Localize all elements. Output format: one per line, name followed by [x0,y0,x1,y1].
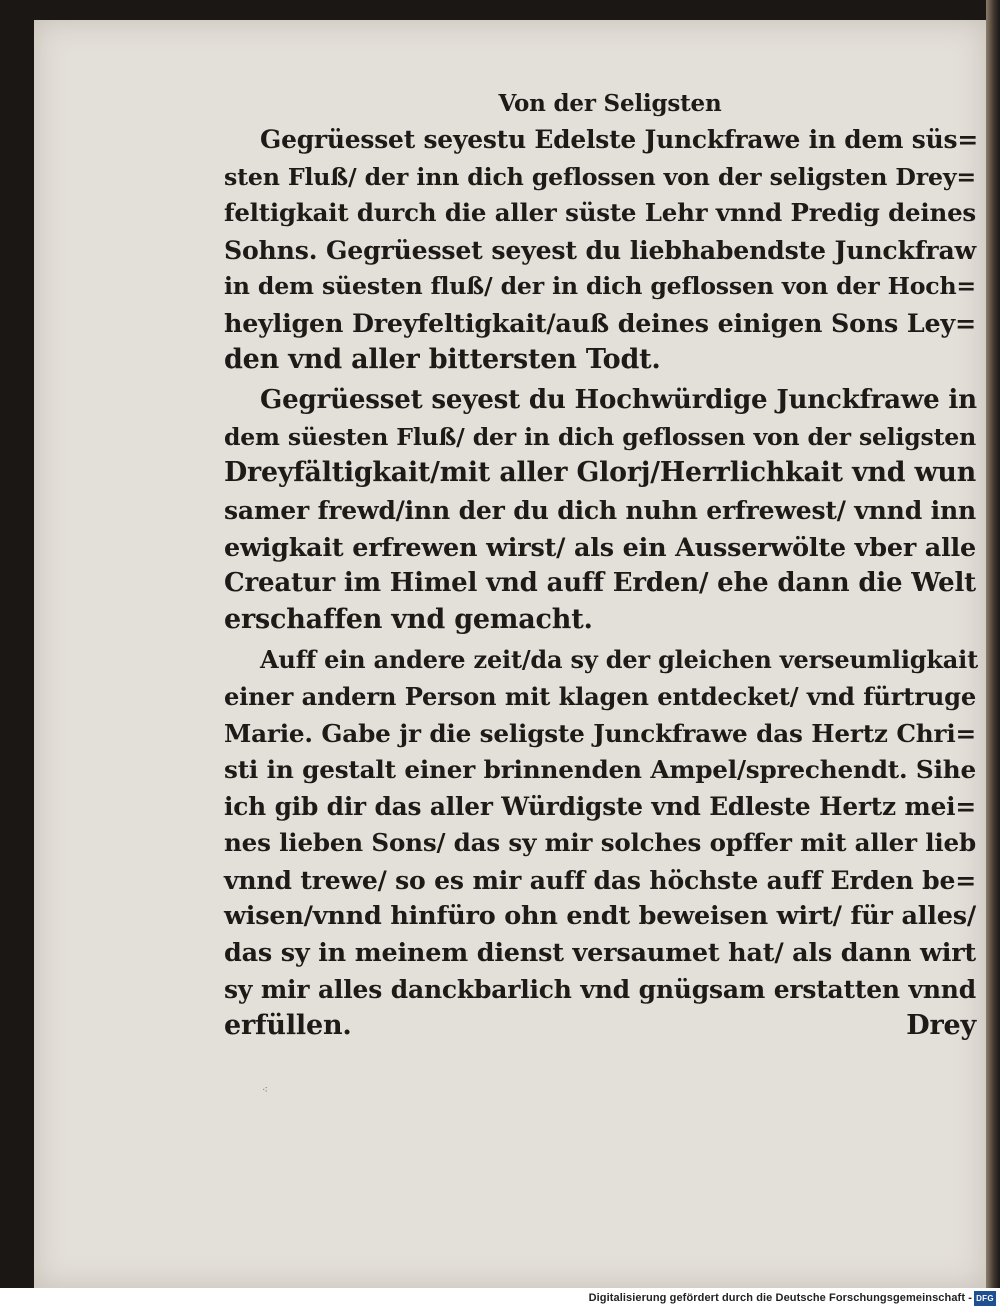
text-line: sten Fluß/ der inn dich geflossen von der seligsten Drey= [224,162,976,191]
text-line: heyligen Dreyfeltigkait/auß deines einigen Sons Ley= [224,307,976,338]
text-line: den vnd aller bittersten Todt. [224,343,661,375]
text-line: einer andern Person mit klagen entdecket/ vnd fürtruge [224,681,976,711]
running-head: Von der Seligsten [498,90,722,117]
text-line: Creatur im Himel vnd auff Erden/ ehe dann die Welt [224,568,976,599]
ink-smudge: ⁖ [262,1085,268,1096]
text-line: erschaffen vnd gemacht. [224,603,593,635]
footer-credit: Digitalisierung gefördert durch die Deutsche Forschungsgemeinschaft - [588,1292,972,1304]
text-line: Marie. Gabe jr die seligste Junckfrawe das Hertz Chri= [224,718,976,748]
paragraph-2 [224,382,976,638]
text-line: dem süesten Fluß/ der in dich geflossen von der seligsten [224,422,976,451]
text-line: feltigkait durch die aller süste Lehr vnnd Predig deines [224,198,976,228]
text-line: Gegrüesset seyestu Edelste Junckfrawe in dem süs= [260,125,979,154]
text-block [224,86,979,1045]
catchword: Drey [906,1010,976,1042]
text-line: wisen/vnnd hinfüro ohn endt beweisen wirt/ für alles/ [224,901,976,932]
last-line [224,1008,976,1045]
text-line: Auff ein andere zeit/da sy der gleichen verseumligkait [260,645,978,675]
page-edge [986,0,1000,1290]
text-line: Dreyfältigkait/mit aller Glorj/Herrlichkait vnd wun [224,457,976,489]
text-line: Gegrüesset seyest du Hochwürdige Junckfrawe in [260,384,977,416]
text-line: sti in gestalt einer brinnenden Ampel/sprechendt. Sihe [224,755,976,785]
text-line: ewigkait erfrewen wirst/ als ein Ausserwölte vber alle [224,531,976,562]
text-line: vnnd trewe/ so es mir auff das höchste auff Erden be= [224,864,976,895]
text-line: nes lieben Sons/ das sy mir solches opffer mit aller lieb [224,828,976,858]
text-line: Sohns. Gegrüesset seyest du liebhabendste Junckfraw [224,234,976,265]
closing-word: erfüllen. [224,1010,352,1042]
text-line: sy mir alles danckbarlich vnd gnügsam erstatten vnnd [224,974,976,1004]
text-line: in dem süesten fluß/ der in dich geflossen von der Hoch= [224,272,976,301]
paragraph-3 [224,642,976,1045]
text-line: samer frewd/inn der du dich nuhn erfrewest/ vnnd inn [224,494,976,525]
digitization-footer [0,1288,1000,1311]
text-line: ich gib dir das aller Würdigste vnd Edleste Hertz mei= [224,791,976,821]
dfg-logo-icon: DFG [974,1291,996,1306]
text-line: das sy in meinem dienst versaumet hat/ als dann wirt [224,938,976,969]
paragraph-1 [224,122,979,378]
